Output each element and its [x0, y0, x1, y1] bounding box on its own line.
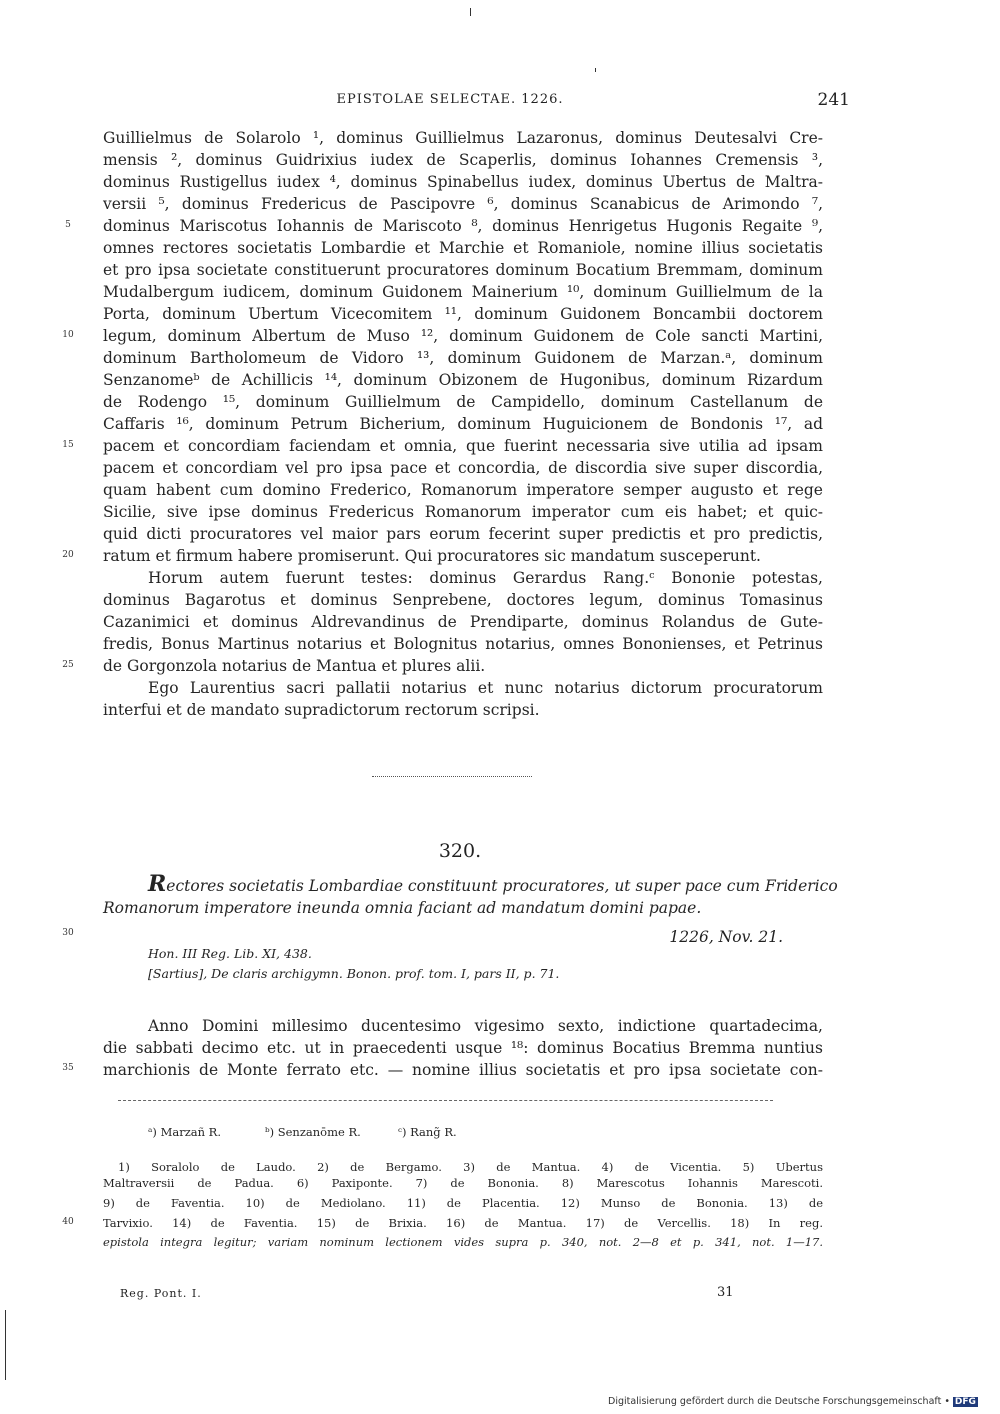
section-divider [372, 776, 532, 777]
line-number: 5 [65, 220, 71, 230]
series-signature: Reg. Pont. I. [120, 1287, 202, 1300]
text-line: Senzanomeᵇ de Achillicis ¹⁴, dominum Obizonem de Hugonibus, dominum Rizardum [103, 371, 823, 389]
text-line: fredis, Bonus Martinus notarius et Bolognitus notarius, omnes Bononienses, et Petrinus [103, 635, 823, 653]
line-number: 30 [62, 928, 74, 938]
document-summary-line [103, 871, 838, 897]
source-reference: Hon. III Reg. Lib. XI, 438. [148, 946, 312, 961]
text-line: dominus Rustigellus iudex ⁴, dominus Spinabellus iudex, dominus Ubertus de Maltra- [103, 173, 823, 191]
text-line: dominum Bartholomeum de Vidoro ¹³, dominum Guidonem de Marzan.ᵃ, dominum [103, 349, 823, 367]
document-date: 1226, Nov. 21. [669, 928, 783, 946]
text-line: quid dicti procuratores vel maior pars eorum fecerint super predictis et pro predictis, [103, 525, 823, 543]
text-line: ratum et firmum habere promiserunt. Qui procuratores sic mandatum susceperunt. [103, 547, 761, 565]
text-line: Caffaris ¹⁶, dominum Petrum Bicherium, dominum Huguicionem de Bondonis ¹⁷, ad [103, 415, 823, 433]
text-line: pacem et concordiam vel pro ipsa pace et concordia, de discordia sive super discordia, [103, 459, 823, 477]
digitization-credit [608, 1396, 978, 1407]
text-line: die sabbati decimo etc. ut in praecedenti usque ¹⁸: dominus Bocatius Bremma nuntius [103, 1039, 823, 1057]
text-line: mensis ², dominus Guidrixius iudex de Scaperlis, dominus Iohannes Cremensis ³, [103, 151, 823, 169]
footnote-divider [118, 1100, 773, 1101]
text-line: dominus Bagarotus et dominus Senprebene, doctores legum, dominus Tomasinus [103, 591, 823, 609]
line-number: 10 [62, 330, 74, 340]
text-line: versii ⁵, dominus Fredericus de Pascipovre ⁶, dominus Scanabicus de Arimondo ⁷, [103, 195, 823, 213]
text-line: Cazanimici et dominus Aldrevandinus de Prendiparte, dominus Rolandus de Gute- [103, 613, 823, 631]
line-number: 35 [62, 1063, 74, 1073]
text-line: Porta, dominum Ubertum Vicecomitem ¹¹, dominum Guidonem Boncambii doctorem [103, 305, 823, 323]
scan-edge-mark [5, 1310, 6, 1380]
text-line: Mudalbergum iudicem, dominum Guidonem Mainerium ¹⁰, dominum Guillielmum de la [103, 283, 823, 301]
text-line: Sicilie, sive ipse dominus Fredericus Romanorum imperator cum eis habet; et quic- [103, 503, 823, 521]
text-line: marchionis de Monte ferrato etc. — nomine illius societatis et pro ipsa societate con- [103, 1061, 823, 1079]
text-line: quam habent cum domino Frederico, Romanorum imperatore semper augusto et rege [103, 481, 823, 499]
text-line: de Gorgonzola notarius de Mantua et plures alii. [103, 657, 486, 675]
page-number: 241 [817, 90, 850, 110]
text-line: Anno Domini millesimo ducentesimo vigesimo sexto, indictione quartadecima, [148, 1017, 823, 1035]
footnote-line: 1) Soralolo de Laudo. 2) de Bergamo. 3) de Mantua. 4) de Vicentia. 5) Ubertus [118, 1160, 823, 1174]
text-line: Guillielmus de Solarolo ¹, dominus Guillielmus Lazaronus, dominus Deutesalvi Cre- [103, 129, 823, 147]
text-line: legum, dominum Albertum de Muso ¹², dominum Guidonem de Cole sancti Martini, [103, 327, 823, 345]
summary-text: ectores societatis Lombardiae constituunt procuratores, ut super pace cum Friderico [166, 877, 838, 895]
text-line: pacem et concordiam faciendam et omnia, que fuerint necessaria sive utilia ad ipsam [103, 437, 823, 455]
document-number: 320. [438, 840, 482, 862]
footnote-line: Maltraversii de Padua. 6) Paxiponte. 7) de Bononia. 8) Marescotus Iohannis Marescoti. [103, 1176, 823, 1190]
text-line: omnes rectores societatis Lombardie et Marchie et Romaniole, nomine illius societatis [103, 239, 823, 257]
variant-note: ᶜ) Rang̃ R. [398, 1125, 457, 1139]
digitization-credit-text: Digitalisierung gefördert durch die Deutsche Forschungsgemeinschaft • [608, 1396, 950, 1407]
line-number: 40 [62, 1217, 74, 1227]
footnote-line: 9) de Faventia. 10) de Mediolano. 11) de Placentia. 12) Munso de Bononia. 13) de [103, 1196, 823, 1210]
dfg-logo: DFG [954, 1397, 976, 1407]
document-summary-line: Romanorum imperatore ineunda omnia faciant ad mandatum domini papae. [103, 899, 702, 917]
line-number: 20 [62, 550, 74, 560]
text-line: interfui et de mandato supradictorum rectorum scripsi. [103, 701, 540, 719]
text-line: et pro ipsa societate constituerunt procuratores dominum Bocatium Bremmam, dominum [103, 261, 823, 279]
line-number: 25 [62, 660, 74, 670]
summary-initial: R [148, 871, 167, 897]
footnote-line: epistola integra legitur; variam nominum lectionem vides supra p. 340, not. 2—8 et p. 341, not. 1—17. [103, 1235, 823, 1249]
text-line: dominus Mariscotus Iohannis de Mariscoto ⁸, dominus Henrigetus Hugonis Regaite ⁹, [103, 217, 823, 235]
line-number: 15 [62, 440, 74, 450]
variant-note: ᵃ) Marzañ R. [148, 1125, 221, 1139]
running-header: EPISTOLAE SELECTAE. 1226. [336, 92, 564, 107]
scan-mark [470, 8, 471, 16]
sheet-signature: 31 [717, 1285, 734, 1300]
text-line: Horum autem fuerunt testes: dominus Gerardus Rang.ᶜ Bononie potestas, [148, 569, 823, 587]
text-line: de Rodengo ¹⁵, dominum Guillielmum de Campidello, dominum Castellanum de [103, 393, 823, 411]
source-reference: [Sartius], De claris archigymn. Bonon. prof. tom. I, pars II, p. 71. [148, 966, 560, 981]
text-line: Ego Laurentius sacri pallatii notarius et nunc notarius dictorum procuratorum [148, 679, 823, 697]
variant-note: ᵇ) Senzanōme R. [265, 1125, 361, 1139]
footnote-line: Tarvixio. 14) de Faventia. 15) de Brixia. 16) de Mantua. 17) de Vercellis. 18) In reg. [103, 1216, 823, 1230]
scan-mark [595, 68, 596, 72]
